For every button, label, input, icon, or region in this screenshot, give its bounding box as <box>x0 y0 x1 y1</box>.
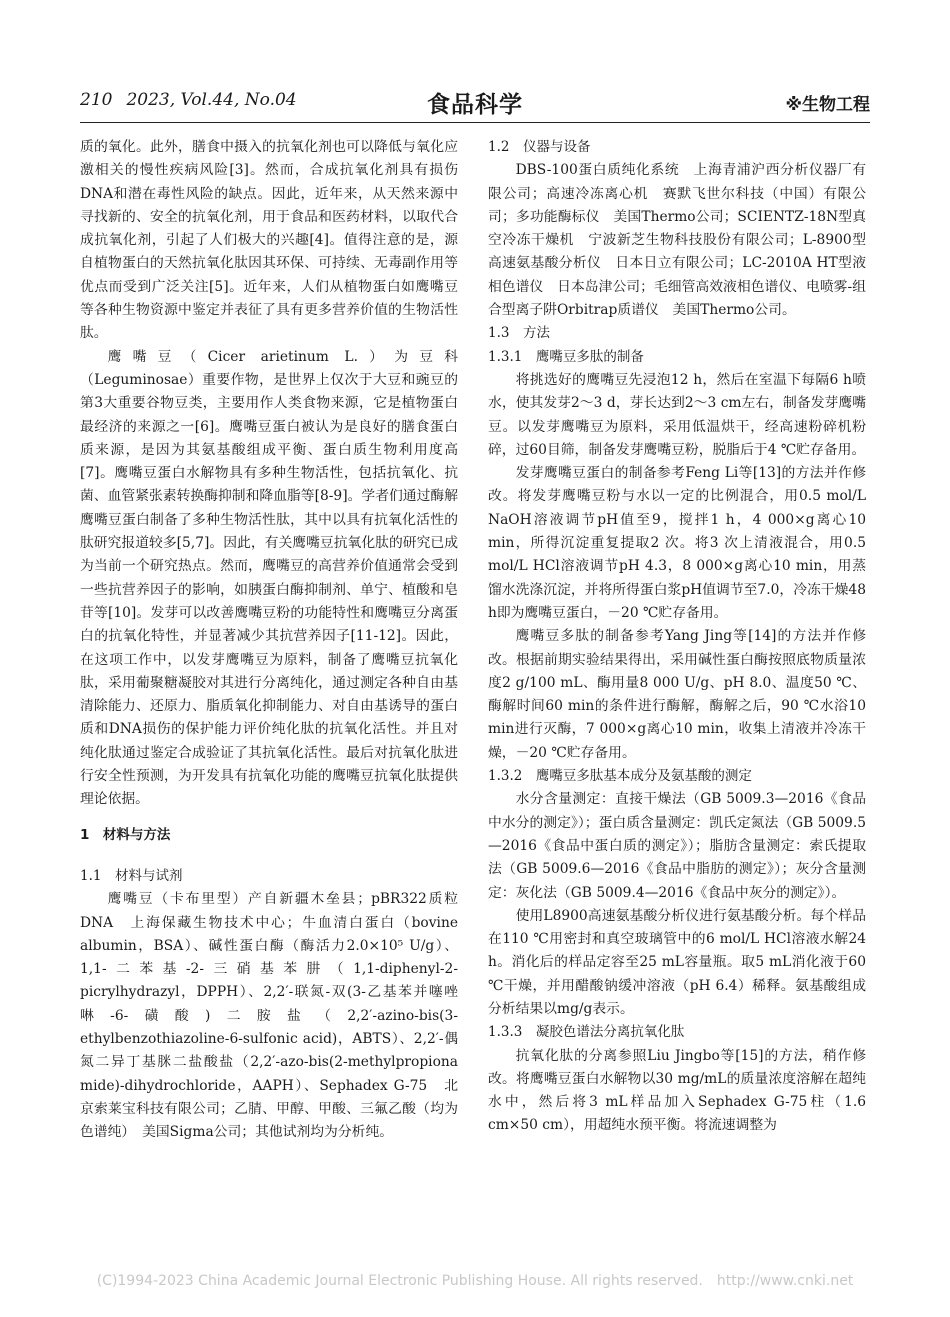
section-heading-materials-methods: 1 材料与方法 <box>80 826 171 843</box>
page-header <box>80 88 870 118</box>
paragraph-instruments: DBS-100蛋白质纯化系统 上海青浦沪西分析仪器厂有限公司；高速冷冻离心机 赛默飞世尔科技（中国）有限公司；多功能酶标仪 美国Thermo公司；SCIENTZ-18N型真空冷冻干燥机 宁波新芝生物科技股份有限公司；L-8900型高速氨基酸分析仪 日本日立有限公司；LC-2010A HT型液相色谱仪 日本岛津公司；毛细管高效液相色谱仪、电喷雾-组合型离子阱Orbitrap质谱仪 美国Thermo公司。 <box>488 162 866 319</box>
paragraph-chickpea: 鹰嘴豆（Cicer arietinum L.）为豆科（Leguminosae）重要作物，是世界上仅次于大豆和豌豆的第3大重要谷物豆类，主要用作人类食物来源，它是植物蛋白最经济的来源之一[6]。鹰嘴豆蛋白被认为是良好的膳食蛋白质来源，是因为其氨基酸组成平衡、蛋白质生物利用度高[7]。鹰嘴豆蛋白水解物具有多种生物活性，包括抗氧化、抗菌、血管紧张素转换酶抑制和降血脂等[8-9]。学者们通过酶解鹰嘴豆蛋白制备了多种生物活性肽，其中以具有抗氧化活性的肽研究报道较多[5,7]。因此，有关鹰嘴豆抗氧化肽的研究已成为当前一个研究热点。然而，鹰嘴豆的高营养价值通常会受到一些抗营养因子的影响，如胰蛋白酶抑制剂、单宁、植酸和皂苷等[10]。发芽可以改善鹰嘴豆粉的功能特性和鹰嘴豆分离蛋白的抗氧化特性，并显著减少其抗营养因子[11-12]。因此，在这项工作中，以发芽鹰嘴豆为原料，制备了鹰嘴豆抗氧化肽，采用葡聚糖凝胶对其进行分离纯化，通过测定各种自由基清除能力、还原力、脂质氧化抑制能力、对自由基诱导的蛋白质和DNA损伤的保护能力评价纯化肽的抗氧化活性。并且对纯化肽通过鉴定合成验证了其抗氧化活性。最后对抗氧化肽进行安全性预测，为开发具有抗氧化功能的鹰嘴豆抗氧化肽提供理论依据。 <box>80 348 458 808</box>
subsection-heading-1-3-2: 1.3.2 鹰嘴豆多肽基本成分及氨基酸的测定 <box>488 768 752 785</box>
subsection-heading-1-3-3: 1.3.3 凝胶色谱法分离抗氧化肽 <box>488 1024 685 1041</box>
section-label: ※生物工程 <box>785 95 870 115</box>
paragraph-materials: 鹰嘴豆（卡布里型）产自新疆木垒县；pBR322质粒DNA 上海保藏生物技术中心；牛血清白蛋白（bovine albumin，BSA）、碱性蛋白酶（酶活力2.0×10⁵ U/g）、1,1-二苯基-2-三硝基苯肼（1,1-diphenyl-2-picrylhydrazyl，DPPH）、2,2′-联氮-双(3-乙基苯并噻唑啉-6-磺酸)二胺盐（2,2′-azino-bis(3-ethylbenzothiazoline-6-sulfonic acid)，ABTS）、2,2′-偶氮二异丁基脒二盐酸盐（2,2′-azo-bis(2-methylpropiona mide)-dihydrochloride，AAPH）、Sephadex G-75 北京索莱宝科技有限公司；乙腈、甲醇、甲酸、三氟乙酸（均为色谱纯） 美国Sigma公司；其他试剂均为分析纯。 <box>80 891 458 1141</box>
header-rule <box>80 122 870 123</box>
paragraph-intro-continued: 质的氧化。此外，膳食中摄入的抗氧化剂也可以降低与氧化应激相关的慢性疾病风险[3]。然而，合成抗氧化剂具有损伤DNA和潜在毒性风险的缺点。因此，近年来，从天然来源中寻找新的、安全的抗氧化剂，用于食品和医药材料，以取代合成抗氧化剂，引起了人们极大的兴趣[4]。值得注意的是，源自植物蛋白的天然抗氧化肽因其环保、可持续、无毒副作用等优点而受到广泛关注[5]。近年来，人们从植物蛋白如鹰嘴豆等各种生物资源中鉴定并表征了具有更多营养价值的生物活性肽。 <box>80 139 458 342</box>
paragraph-composition: 水分含量测定：直接干燥法（GB 5009.3—2016《食品中水分的测定》）；蛋白质含量测定：凯氏定氮法（GB 5009.5—2016《食品中蛋白质的测定》）；脂肪含量测定：索氏提取法（GB 5009.6—2016《食品中脂肪的测定》）；灰分含量测定：灰化法（GB 5009.4—2016《食品中灰分的测定》）。 <box>488 791 866 901</box>
paragraph-protein-prep: 发芽鹰嘴豆蛋白的制备参考Feng Li等[13]的方法并作修改。将发芽鹰嘴豆粉与水以一定的比例混合，用0.5 mol/L NaOH溶液调节pH值至9，搅拌1 h，4 000×g离心10 min，所得沉淀重复提取2 次。将3 次上清液混合，用0.5 mol/L HCl溶液调节pH 4.3，8 000×g离心10 min，用蒸馏水洗涤沉淀，并将所得蛋白浆pH值调节至7.0，冷冻干燥48 h即为鹰嘴豆蛋白，－20 ℃贮存备用。 <box>488 465 866 621</box>
subsection-heading-1-3-1: 1.3.1 鹰嘴豆多肽的制备 <box>488 348 644 365</box>
subsection-heading-1-2: 1.2 仪器与设备 <box>488 139 591 155</box>
right-column <box>488 136 866 1138</box>
journal-title: 食品科学 <box>427 92 523 118</box>
paragraph-gel-chromatography: 抗氧化肽的分离参照Liu Jingbo等[15]的方法，稍作修改。将鹰嘴豆蛋白水解物以30 mg/mL的质量浓度溶解在超纯水中，然后将3 mL样品加入Sephadex G-75柱（1.6 cm×50 cm），用超纯水预平衡。将流速调整为 <box>488 1047 866 1134</box>
subsection-heading-1-1: 1.1 材料与试剂 <box>80 867 183 884</box>
copyright-footer: (C)1994-2023 China Academic Journal Electronic Publishing House. All rights reserved. http://www.cnki.net <box>96 1273 854 1289</box>
journal-issue: 2023, Vol.44, No.04 <box>126 90 297 110</box>
paragraph-amino-acid: 使用L8900高速氨基酸分析仪进行氨基酸分析。每个样品在110 ℃用密封和真空玻璃管中的6 mol/L HCl溶液水解24 h。消化后的样品定容至25 mL容量瓶。取5 mL消化液于60 ℃干燥，并用醋酸钠缓冲溶液（pH 6.4）稀释。氨基酸组成分析结果以mg/g表示。 <box>488 907 866 1017</box>
subsection-heading-1-3: 1.3 方法 <box>488 325 550 342</box>
page-number: 210 <box>80 90 113 110</box>
paragraph-peptide-prep: 鹰嘴豆多肽的制备参考Yang Jing等[14]的方法并作修改。根据前期实验结果得出，采用碱性蛋白酶按照底物质量浓度2 g/100 mL、酶用量8 000 U/g、pH 8.0、温度50 ℃、酶解时间60 min的条件进行酶解，酶解之后，90 ℃水浴10 min进行灭酶，7 000×g离心10 min，收集上清液并冷冻干燥，－20 ℃贮存备用。 <box>488 628 866 761</box>
paragraph-germination: 将挑选好的鹰嘴豆先浸泡12 h，然后在室温下每隔6 h喷水，使其发芽2～3 d，芽长达到2～3 cm左右，制备发芽鹰嘴豆。以发芽鹰嘴豆为原料，采用低温烘干，经高速粉碎机粉碎，过60目筛，制备发芽鹰嘴豆粉，脱脂后于4 ℃贮存备用。 <box>488 371 866 458</box>
left-column <box>80 136 458 1144</box>
